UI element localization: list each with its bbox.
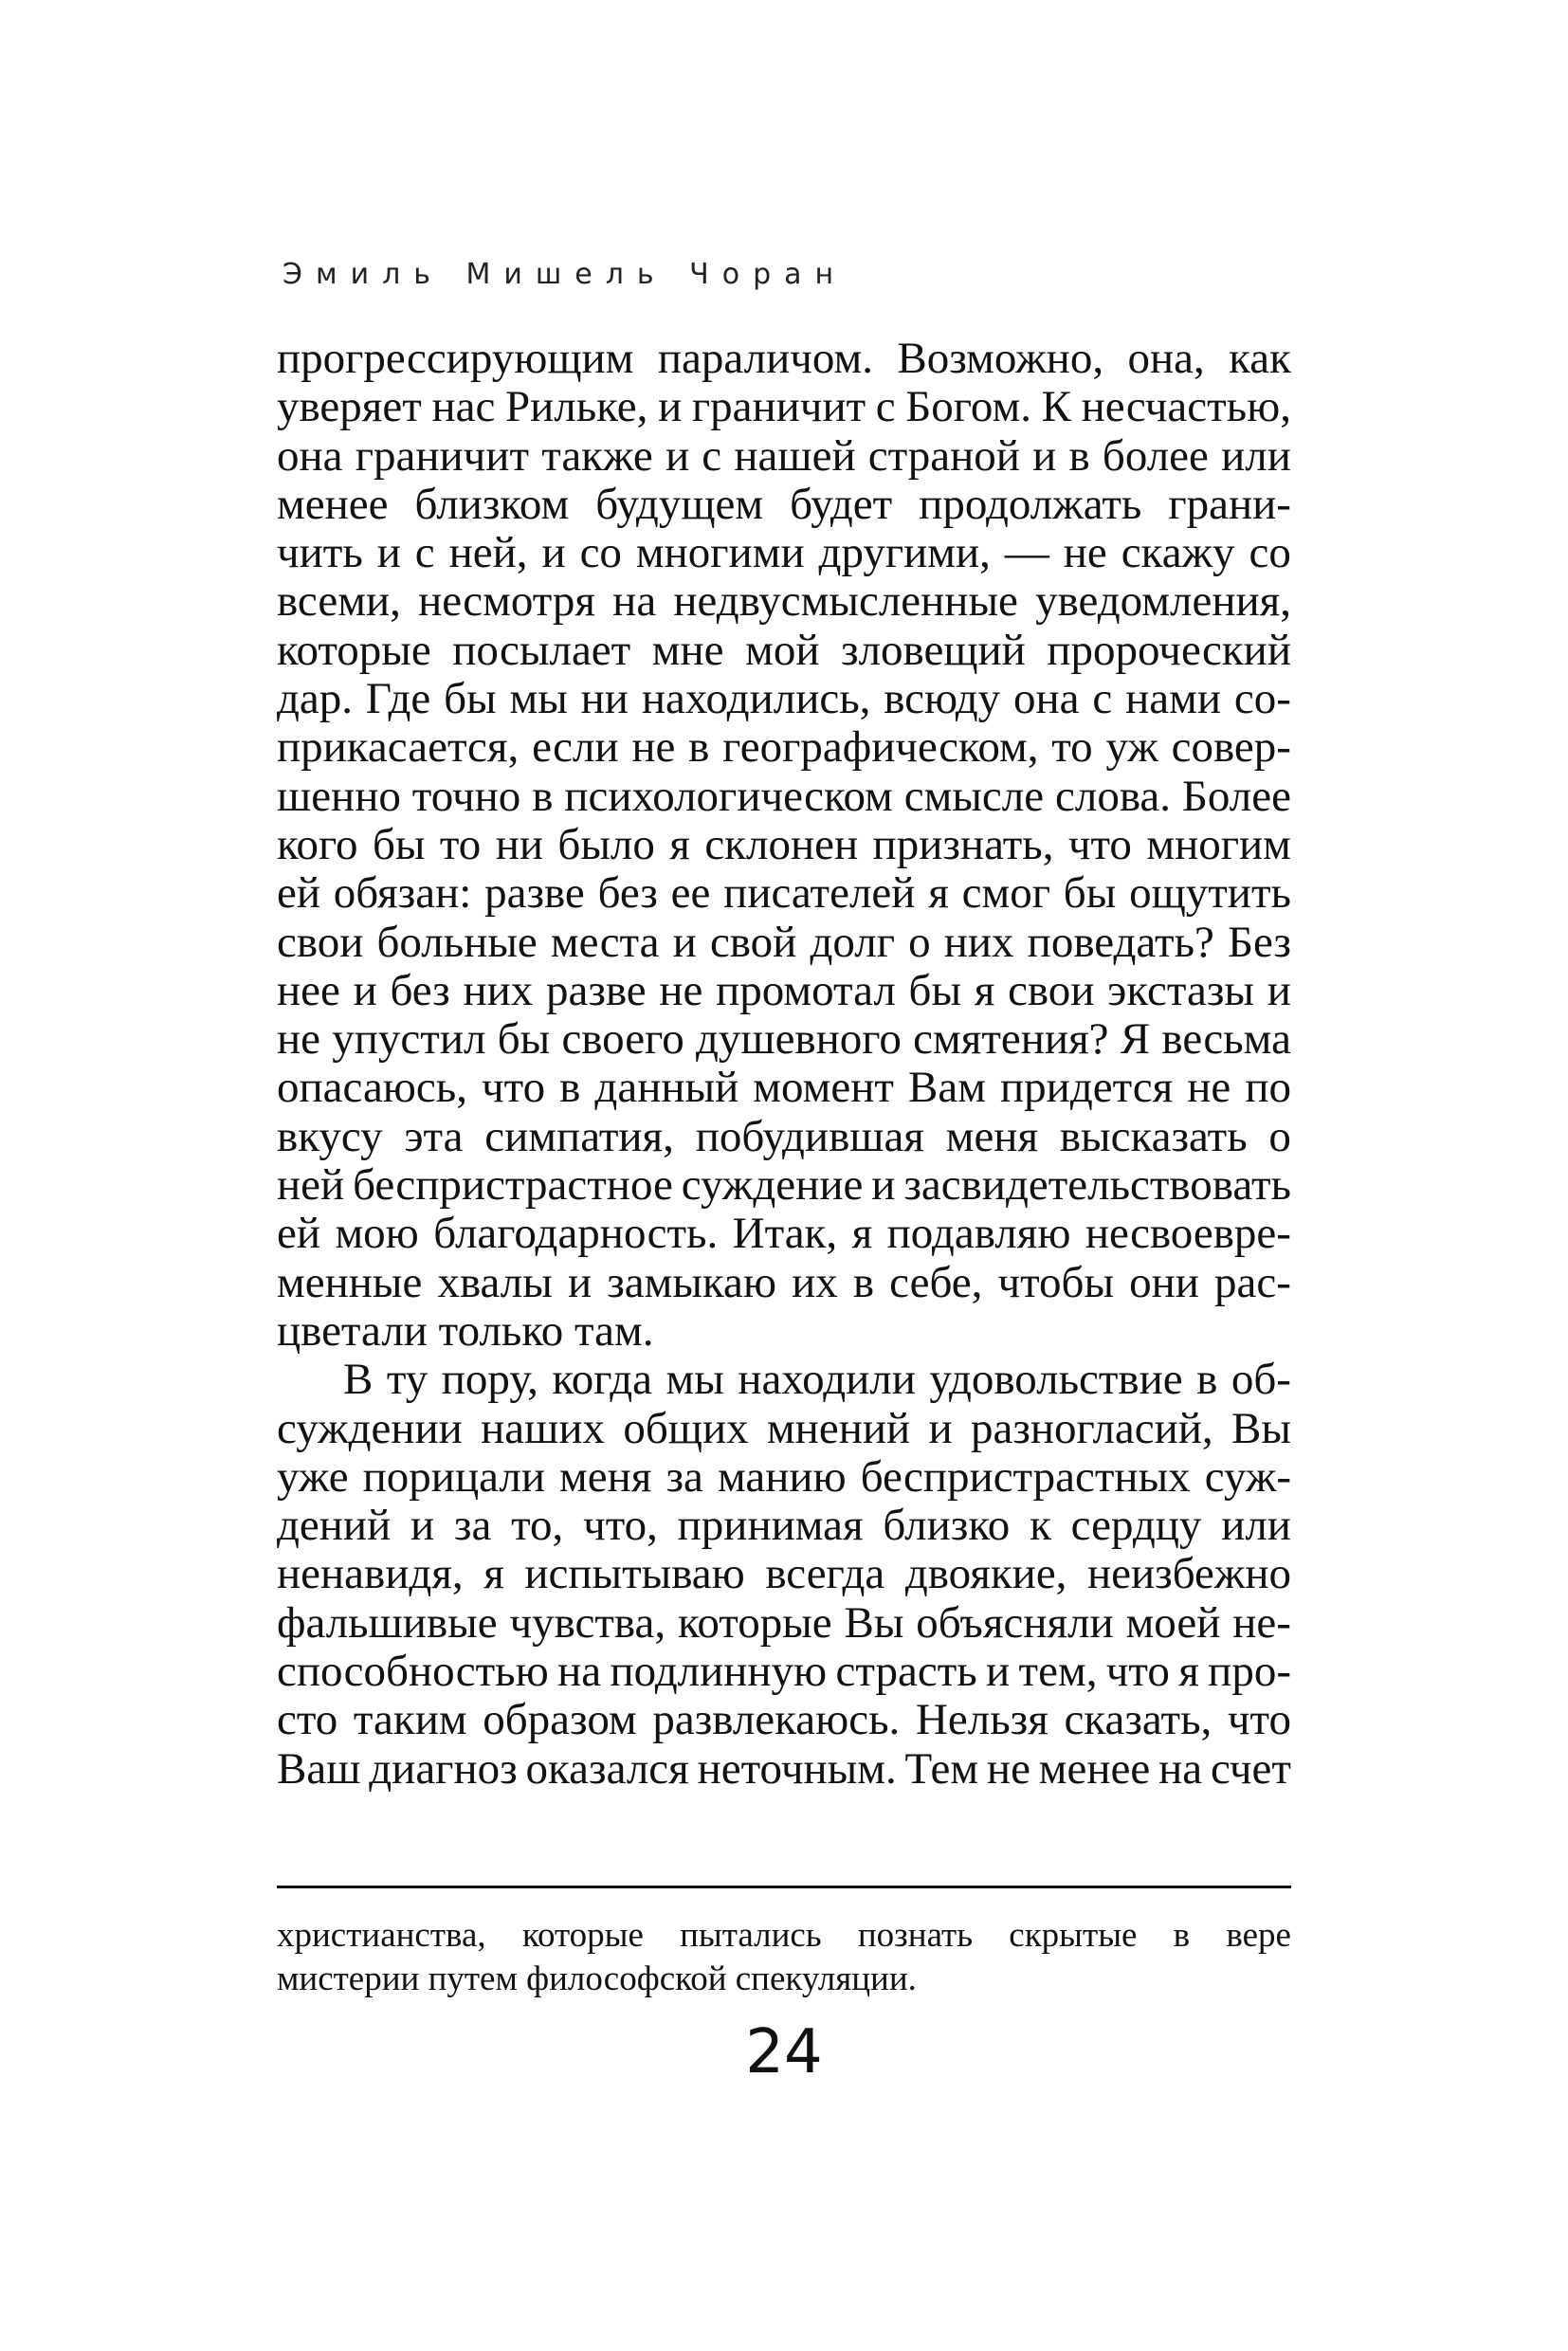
body-line: шенно точно в психологическом смысле слова. Более <box>277 771 1291 821</box>
body-line: фальшивые чувства, которые Вы объясняли моей не- <box>277 1597 1291 1648</box>
body-line: уже порицали меня за манию беспристрастных суж- <box>277 1451 1291 1502</box>
page-number: 24 <box>745 2017 823 2087</box>
body-line: сто таким образом развлекаюсь. Нельзя сказать, что <box>277 1695 1291 1745</box>
body-line: всеми, несмотря на недвусмысленные уведомления, <box>277 576 1291 627</box>
body-line: которые посылает мне мой зловещий пророческий <box>277 625 1291 675</box>
body-line: цветали только там. <box>277 1305 654 1356</box>
body-line: не упустил бы своего душевного смятения? Я весьма <box>277 1014 1291 1065</box>
body-line: вкусу эта симпатия, побудившая меня высказать о <box>277 1111 1291 1161</box>
body-line: дений и за то, что, принимая близко к сердцу или <box>277 1501 1291 1551</box>
body-line: менее близком будущем будет продолжать грани- <box>277 479 1291 529</box>
body-line: прикасается, если не в географическом, то уж совер- <box>277 722 1291 773</box>
body-line: уверяет нас Рильке, и граничит с Богом. К несчастью, <box>277 382 1291 432</box>
running-head: Эмиль Мишель Чоран <box>283 258 848 291</box>
body-line: опасаюсь, что в данный момент Вам придется не по <box>277 1063 1291 1113</box>
body-line: способностью на подлинную страсть и тем, что я про- <box>277 1647 1291 1697</box>
footnote-line: мистерии путем философской спекуляции. <box>277 1959 917 1998</box>
body-line: В ту пору, когда мы находили удовольствие в об- <box>343 1355 1291 1405</box>
body-text <box>277 332 1291 1794</box>
body-line: она граничит также и с нашей страной и в более или <box>277 430 1291 481</box>
footnote <box>277 1915 1291 2002</box>
body-line: кого бы то ни было я склонен признать, что многим <box>277 819 1291 869</box>
body-line: нее и без них разве не промотал бы я свои экстазы и <box>277 965 1291 1015</box>
body-line: свои больные места и свой долг о них поведать? Без <box>277 917 1291 967</box>
body-line: менные хвалы и замыкаю их в себе, чтобы они рас- <box>277 1257 1291 1307</box>
body-line: ей мою благодарность. Итак, я подавляю несвоевре- <box>277 1209 1291 1259</box>
body-line: Ваш диагноз оказался неточным. Тем не менее на счет <box>277 1743 1291 1794</box>
body-line: ней беспристрастное суждение и засвидетельствовать <box>277 1160 1291 1211</box>
body-line: ненавидя, я испытываю всегда двоякие, неизбежно <box>277 1549 1291 1599</box>
footnote-separator <box>277 1886 1291 1888</box>
body-line: суждении наших общих мнений и разногласий, Вы <box>277 1403 1291 1453</box>
body-line: чить и с ней, и со многими другими, — не скажу со <box>277 528 1291 578</box>
footnote-line: христианства, которые пытались познать скрытые в вере <box>277 1916 1291 1955</box>
body-line: прогрессирующим параличом. Возможно, она, как <box>277 334 1291 383</box>
body-line: дар. Где бы мы ни находились, всюду она с нами со- <box>277 674 1291 724</box>
body-line: ей обязан: разве без ее писателей я смог бы ощутить <box>277 868 1291 919</box>
